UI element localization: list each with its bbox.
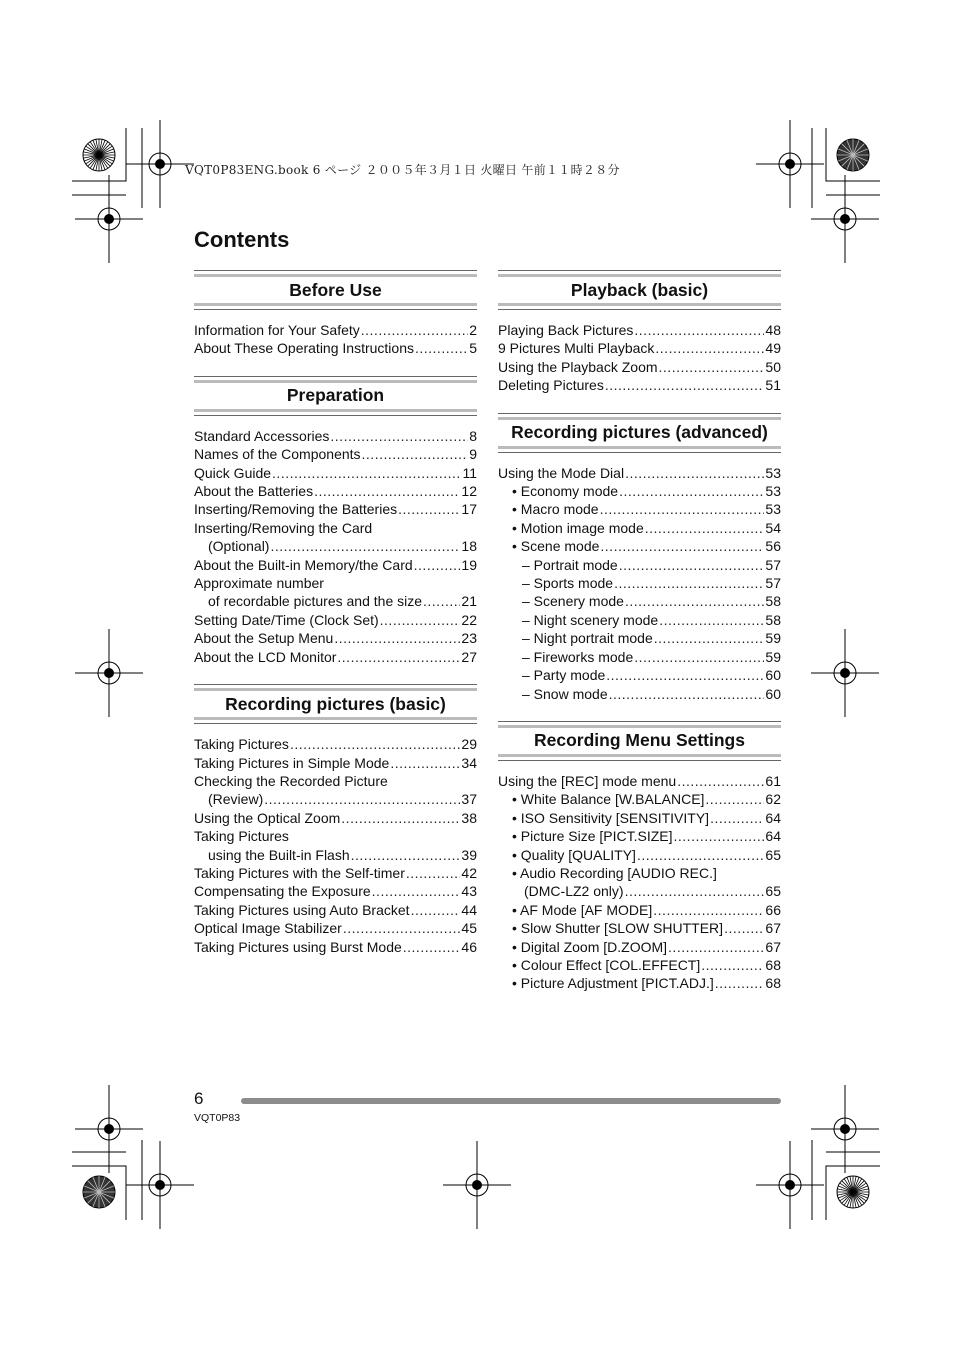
dot-leader xyxy=(398,500,460,518)
toc-entry-list xyxy=(498,321,781,395)
toc-entry-title: • Slow Shutter [SLOW SHUTTER] xyxy=(512,920,724,937)
toc-entry-page: 44 xyxy=(461,901,477,918)
dot-leader xyxy=(362,445,469,463)
toc-entry-title: Inserting/Removing the Card xyxy=(194,519,373,536)
toc-entry-page: 17 xyxy=(461,501,477,518)
toc-entry-page: 23 xyxy=(461,630,477,647)
toc-entry-page: 57 xyxy=(765,556,781,573)
dot-leader xyxy=(653,901,764,919)
dot-leader xyxy=(343,919,461,937)
dot-leader xyxy=(634,648,764,666)
toc-entry-title: (DMC-LZ2 only) xyxy=(524,883,624,900)
toc-entry-title: Taking Pictures in Simple Mode xyxy=(194,754,390,771)
dot-leader xyxy=(414,556,461,574)
toc-entry xyxy=(498,358,781,376)
toc-entry xyxy=(498,882,781,900)
toc-entry xyxy=(194,901,477,919)
toc-entry xyxy=(194,611,477,629)
toc-entry xyxy=(194,827,477,845)
toc-entry-title: Optical Image Stabilizer xyxy=(194,920,342,937)
toc-entry xyxy=(498,574,781,592)
dot-leader xyxy=(600,537,764,555)
toc-entry xyxy=(194,754,477,772)
toc-entry-page: 9 xyxy=(469,446,477,463)
left-column xyxy=(194,270,477,974)
toc-entry xyxy=(194,648,477,666)
toc-entry-list xyxy=(194,321,477,358)
section-heading: Playback (basic) xyxy=(498,274,781,306)
toc-entry xyxy=(194,445,477,463)
dot-leader xyxy=(423,592,460,610)
toc-entry-page: 46 xyxy=(461,938,477,955)
section-heading-frame xyxy=(498,413,781,453)
dot-leader xyxy=(705,790,764,808)
toc-entry-title: Setting Date/Time (Clock Set) xyxy=(194,611,379,628)
toc-entry xyxy=(498,482,781,500)
toc-entry-title: Taking Pictures using Burst Mode xyxy=(194,938,402,955)
dot-leader xyxy=(330,427,468,445)
toc-entry-title: Using the Mode Dial xyxy=(498,464,625,481)
toc-entry-page: 60 xyxy=(765,685,781,702)
toc-entry-page: 50 xyxy=(765,358,781,375)
toc-entry xyxy=(498,827,781,845)
section-before-use xyxy=(194,270,477,358)
dot-leader xyxy=(674,827,765,845)
toc-entry-title: Compensating the Exposure xyxy=(194,883,371,900)
section-heading: Recording pictures (advanced) xyxy=(498,417,781,449)
toc-entry xyxy=(498,629,781,647)
toc-entry xyxy=(194,556,477,574)
toc-entry-title: (Optional) xyxy=(208,538,270,555)
dot-leader xyxy=(715,974,765,992)
dot-leader xyxy=(411,901,461,919)
toc-entry-title: Deleting Pictures xyxy=(498,377,604,394)
toc-entry-title: Taking Pictures using Auto Bracket xyxy=(194,901,410,918)
document-code: VQT0P83 xyxy=(194,1112,241,1124)
toc-entry-page: 11 xyxy=(462,464,477,481)
toc-entry xyxy=(498,956,781,974)
toc-entry xyxy=(194,919,477,937)
toc-entry-page: 59 xyxy=(765,648,781,665)
toc-entry-page: 49 xyxy=(765,340,781,357)
toc-entry-title: About the Built-in Memory/the Card xyxy=(194,556,413,573)
toc-entry-title: 9 Pictures Multi Playback xyxy=(498,340,655,357)
toc-entry-title: Using the Optical Zoom xyxy=(194,809,341,826)
toc-entry xyxy=(194,500,477,518)
toc-entry-title: Taking Pictures xyxy=(194,828,289,845)
dot-leader xyxy=(625,464,764,482)
toc-entry-title: – Party mode xyxy=(522,667,606,684)
toc-entry-page: 65 xyxy=(765,883,781,900)
dot-leader xyxy=(645,519,765,537)
toc-entry-title: – Sports mode xyxy=(522,575,614,592)
dot-leader xyxy=(415,339,468,357)
toc-entry-page: 51 xyxy=(765,377,781,394)
toc-entry-title: Using the [REC] mode menu xyxy=(498,772,677,789)
toc-entry-page: 56 xyxy=(765,538,781,555)
toc-entry-page: 19 xyxy=(461,556,477,573)
dot-leader xyxy=(270,537,460,555)
dot-leader xyxy=(314,482,460,500)
toc-entry-page: 8 xyxy=(469,427,477,444)
toc-entry-title: Names of the Components xyxy=(194,446,361,463)
toc-entry xyxy=(498,790,781,808)
toc-entry-page: 64 xyxy=(765,809,781,826)
section-heading: Recording pictures (basic) xyxy=(194,688,477,720)
toc-entry-title: Checking the Recorded Picture xyxy=(194,772,388,789)
dot-leader xyxy=(341,809,460,827)
toc-entry-page: 37 xyxy=(461,791,477,808)
dot-leader xyxy=(655,339,764,357)
toc-entry xyxy=(194,464,477,482)
toc-entry-page: 39 xyxy=(461,846,477,863)
toc-entry-title: Playing Back Pictures xyxy=(498,322,634,338)
dot-leader xyxy=(659,358,765,376)
toc-entry-page: 58 xyxy=(765,593,781,610)
toc-entry-page: 53 xyxy=(765,501,781,518)
section-heading-frame xyxy=(498,270,781,310)
toc-entry-title: • White Balance [W.BALANCE] xyxy=(512,791,705,808)
toc-entry-page: 2 xyxy=(469,322,477,338)
toc-entry xyxy=(498,519,781,537)
toc-entry-title: • Audio Recording [AUDIO REC.] xyxy=(512,864,717,881)
dot-leader xyxy=(403,938,461,956)
toc-entry-page: 61 xyxy=(765,772,781,789)
section-heading: Before Use xyxy=(194,274,477,306)
dot-leader xyxy=(606,666,764,684)
toc-entry-page: 60 xyxy=(765,667,781,684)
toc-entry-page: 48 xyxy=(765,322,781,338)
toc-entry-title: • Motion image mode xyxy=(512,519,644,536)
toc-entry-title: Inserting/Removing the Batteries xyxy=(194,501,398,518)
section-recording-pictures-advanced xyxy=(498,413,781,703)
toc-entry xyxy=(498,685,781,703)
toc-entry xyxy=(498,666,781,684)
dot-leader xyxy=(625,882,765,900)
dot-leader xyxy=(619,556,765,574)
toc-entry-page: 45 xyxy=(461,920,477,937)
footer-bar xyxy=(241,1098,781,1104)
dot-leader xyxy=(677,772,764,790)
dot-leader xyxy=(634,321,764,339)
dot-leader xyxy=(380,611,461,629)
toc-entry xyxy=(498,464,781,482)
toc-entry xyxy=(498,938,781,956)
toc-entry-title: Using the Playback Zoom xyxy=(498,358,658,375)
toc-entry-title: • Digital Zoom [D.ZOOM] xyxy=(512,938,668,955)
dot-leader xyxy=(637,846,764,864)
toc-entry xyxy=(498,321,781,339)
toc-entry-page: 42 xyxy=(461,864,477,881)
toc-entry-page: 38 xyxy=(461,809,477,826)
dot-leader xyxy=(605,376,765,394)
toc-entry-title: About the LCD Monitor xyxy=(194,648,337,665)
toc-entry xyxy=(194,519,477,537)
section-heading-frame xyxy=(194,270,477,310)
toc-entry-page: 67 xyxy=(765,920,781,937)
toc-entry-page: 53 xyxy=(765,483,781,500)
toc-entry-page: 43 xyxy=(461,883,477,900)
toc-entry-title: • Scene mode xyxy=(512,538,600,555)
toc-entry-page: 54 xyxy=(765,519,781,536)
toc-entry-page: 22 xyxy=(461,611,477,628)
dot-leader xyxy=(710,809,764,827)
toc-entry-page: 34 xyxy=(461,754,477,771)
dot-leader xyxy=(372,882,461,900)
toc-entry xyxy=(194,846,477,864)
toc-entry-title: • AF Mode [AF MODE] xyxy=(512,901,653,918)
toc-entry-title: Quick Guide xyxy=(194,464,272,481)
toc-entry xyxy=(194,772,477,790)
toc-entry-title: of recordable pictures and the size xyxy=(208,593,423,610)
toc-entry xyxy=(498,901,781,919)
toc-entry-title: About the Setup Menu xyxy=(194,630,334,647)
toc-entry-page: 12 xyxy=(461,483,477,500)
dot-leader xyxy=(272,464,461,482)
dot-leader xyxy=(390,754,460,772)
section-heading: Preparation xyxy=(194,380,477,412)
toc-entry xyxy=(194,321,477,339)
toc-entry-title: About These Operating Instructions xyxy=(194,340,414,357)
toc-entry-title: – Night portrait mode xyxy=(522,630,653,647)
toc-entry xyxy=(194,537,477,555)
toc-entry-title: About the Batteries xyxy=(194,483,314,500)
page-title: Contents xyxy=(194,227,290,252)
toc-entry-list xyxy=(498,464,781,703)
dot-leader xyxy=(290,735,460,753)
dot-leader xyxy=(609,685,765,703)
dot-leader xyxy=(337,648,460,666)
toc-entry xyxy=(498,846,781,864)
toc-entry-title: • Picture Adjustment [PICT.ADJ.] xyxy=(512,975,714,992)
toc-entry xyxy=(498,556,781,574)
toc-entry-title: Taking Pictures with the Self-timer xyxy=(194,864,405,881)
toc-entry-title: Taking Pictures xyxy=(194,736,289,753)
toc-entry-page: 67 xyxy=(765,938,781,955)
toc-entry xyxy=(194,339,477,357)
section-recording-pictures-basic xyxy=(194,684,477,956)
toc-entry xyxy=(498,611,781,629)
toc-entry xyxy=(194,735,477,753)
toc-entry-page: 66 xyxy=(765,901,781,918)
section-heading-frame xyxy=(194,376,477,416)
dot-leader xyxy=(724,919,764,937)
section-recording-menu-settings xyxy=(498,721,781,993)
print-header-line: VQT0P83ENG.book 6 ページ ２００５年３月１日 火曜日 午前１１時２８分 xyxy=(185,163,620,177)
toc-entry-title: • Economy mode xyxy=(512,483,619,500)
toc-entry-list xyxy=(194,427,477,666)
toc-entry xyxy=(498,339,781,357)
toc-entry-title: Information for Your Safety xyxy=(194,322,360,338)
dot-leader xyxy=(619,482,764,500)
dot-leader xyxy=(361,321,468,339)
toc-entry-page: 27 xyxy=(461,648,477,665)
dot-leader xyxy=(701,956,764,974)
toc-entry-page: 68 xyxy=(765,975,781,992)
dot-leader xyxy=(614,574,764,592)
toc-entry-title: – Scenery mode xyxy=(522,593,624,610)
toc-entry xyxy=(498,919,781,937)
toc-entry-page: 68 xyxy=(765,956,781,973)
toc-entry-page: 58 xyxy=(765,611,781,628)
toc-entry xyxy=(498,537,781,555)
toc-entry-title: Approximate number xyxy=(194,575,324,592)
toc-entry xyxy=(194,592,477,610)
toc-entry-title: • Quality [QUALITY] xyxy=(512,846,636,863)
toc-entry-title: • ISO Sensitivity [SENSITIVITY] xyxy=(512,809,710,826)
section-preparation xyxy=(194,376,477,666)
right-column xyxy=(498,270,781,1011)
toc-entry-title: Standard Accessories xyxy=(194,427,330,444)
section-playback-basic xyxy=(498,270,781,395)
toc-entry xyxy=(498,592,781,610)
dot-leader xyxy=(264,790,460,808)
toc-entry xyxy=(194,882,477,900)
toc-entry-page: 59 xyxy=(765,630,781,647)
toc-entry xyxy=(194,864,477,882)
dot-leader xyxy=(334,629,460,647)
dot-leader xyxy=(600,500,765,518)
toc-entry xyxy=(194,809,477,827)
toc-entry xyxy=(194,938,477,956)
toc-entry-title: – Fireworks mode xyxy=(522,648,634,665)
dot-leader xyxy=(406,864,461,882)
dot-leader xyxy=(654,629,765,647)
toc-entry-title: (Review) xyxy=(208,791,264,808)
toc-entry xyxy=(498,500,781,518)
toc-entry xyxy=(194,574,477,592)
section-heading-frame xyxy=(194,684,477,724)
dot-leader xyxy=(625,592,764,610)
toc-entry xyxy=(498,864,781,882)
toc-entry-page: 18 xyxy=(461,538,477,555)
toc-entry-title: – Portrait mode xyxy=(522,556,618,573)
toc-entry-title: using the Built-in Flash xyxy=(208,846,350,863)
page-number: 6 xyxy=(194,1089,204,1108)
toc-entry-page: 53 xyxy=(765,464,781,481)
toc-entry xyxy=(498,376,781,394)
toc-entry-page: 64 xyxy=(765,828,781,845)
toc-entry xyxy=(194,482,477,500)
toc-entry-list xyxy=(194,735,477,956)
toc-entry-page: 5 xyxy=(469,340,477,357)
toc-entry xyxy=(498,809,781,827)
dot-leader xyxy=(659,611,764,629)
section-heading-frame xyxy=(498,721,781,761)
toc-entry xyxy=(194,790,477,808)
section-heading: Recording Menu Settings xyxy=(498,725,781,757)
toc-entry xyxy=(498,648,781,666)
dot-leader xyxy=(668,938,764,956)
toc-entry-page: 21 xyxy=(461,593,477,610)
toc-entry-title: • Macro mode xyxy=(512,501,599,518)
toc-entry-title: – Night scenery mode xyxy=(522,611,659,628)
toc-entry xyxy=(194,427,477,445)
toc-entry-title: • Colour Effect [COL.EFFECT] xyxy=(512,956,701,973)
toc-entry xyxy=(498,772,781,790)
toc-entry-title: – Snow mode xyxy=(522,685,608,702)
toc-entry-page: 62 xyxy=(765,791,781,808)
toc-entry-list xyxy=(498,772,781,993)
toc-entry xyxy=(498,974,781,992)
toc-entry-page: 57 xyxy=(765,575,781,592)
toc-entry-page: 65 xyxy=(765,846,781,863)
toc-entry-page: 29 xyxy=(461,736,477,753)
dot-leader xyxy=(351,846,461,864)
toc-entry-title: • Picture Size [PICT.SIZE] xyxy=(512,828,673,845)
toc-entry xyxy=(194,629,477,647)
